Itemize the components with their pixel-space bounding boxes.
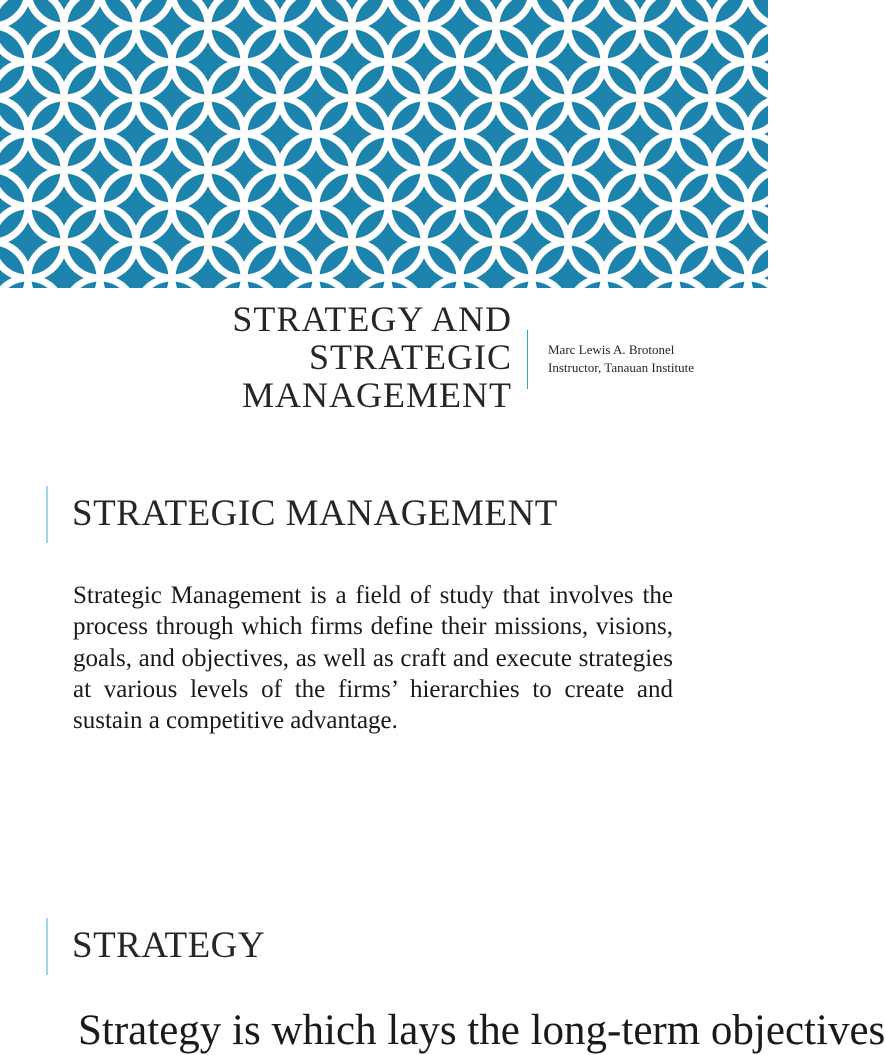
title-line-3: MANAGEMENT (242, 375, 512, 415)
slide-heading-strategic-management: STRATEGIC MANAGEMENT (72, 493, 558, 534)
definition-paragraph: Strategic Management is a field of study that involves the process through which firms define their missions, visions, goals, and objectives, as well as craft and execute strategies at various levels of the firms’ hierarchies to create and sustain a competitive advantage. (73, 582, 673, 735)
title-line-2: STRATEGIC (308, 337, 512, 377)
cut-off-paragraph: Strategy is which lays the long-term objectives (78, 1007, 885, 1054)
heading-accent-bar (46, 486, 48, 543)
presenter-affiliation: Instructor, Tanauan Institute (548, 360, 694, 375)
hero-pattern (0, 0, 768, 288)
presenter-name: Marc Lewis A. Brotonel (548, 342, 675, 357)
slide-title (150, 300, 512, 414)
heading-accent-bar (46, 918, 48, 975)
slide-heading-strategy: STRATEGY (72, 925, 266, 966)
title-line-1: STRATEGY AND (232, 299, 512, 339)
presenter-info (548, 341, 694, 377)
title-divider (527, 330, 528, 389)
circle-lattice-pattern (0, 0, 768, 288)
